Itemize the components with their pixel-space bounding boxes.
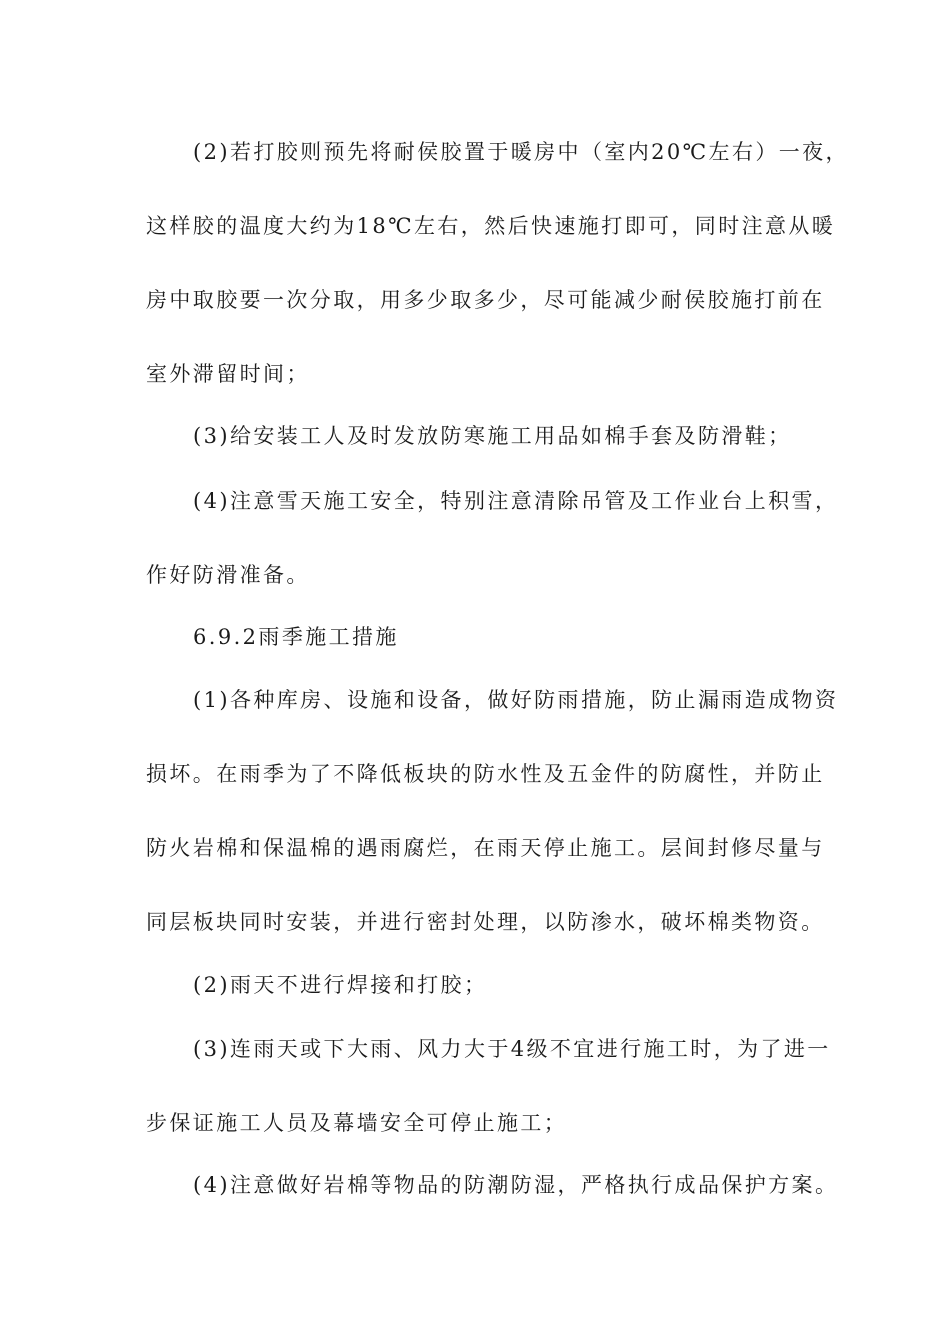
- paragraph-rain-4: (4)注意做好岩棉等物品的防潮防湿，严格执行成品保护方案。: [193, 1173, 839, 1197]
- paragraph-rain-1-line-4: 同层板块同时安装，并进行密封处理，以防渗水，破坏棉类物资。: [146, 910, 825, 934]
- paragraph-winter-2-line-1: (2)若打胶则预先将耐侯胶置于暖房中（室内20℃左右）一夜，: [193, 140, 849, 164]
- paragraph-winter-3: (3)给安装工人及时发放防寒施工用品如棉手套及防滑鞋；: [193, 424, 792, 448]
- paragraph-winter-4-line-1: (4)注意雪天施工安全，特别注意清除吊管及工作业台上积雪，: [193, 489, 839, 513]
- paragraph-rain-3-line-1: (3)连雨天或下大雨、风力大于4级不宜进行施工时，为了进一: [193, 1037, 831, 1061]
- paragraph-rain-1-line-2: 损坏。在雨季为了不降低板块的防水性及五金件的防腐性，并防止: [146, 762, 825, 786]
- paragraph-rain-2: (2)雨天不进行焊接和打胶；: [193, 973, 488, 997]
- paragraph-rain-1-line-3: 防火岩棉和保温棉的遇雨腐烂，在雨天停止施工。层间封修尽量与: [146, 836, 825, 860]
- section-heading-6-9-2: 6.9.2雨季施工措施: [193, 625, 399, 649]
- paragraph-winter-2-line-3: 房中取胶要一次分取，用多少取多少，尽可能减少耐侯胶施打前在: [146, 288, 825, 312]
- paragraph-winter-2-line-4: 室外滞留时间；: [146, 362, 310, 386]
- paragraph-winter-2-line-2: 这样胶的温度大约为18℃左右，然后快速施打即可，同时注意从暖: [146, 214, 836, 238]
- paragraph-winter-4-line-2: 作好防滑准备。: [146, 563, 310, 587]
- paragraph-rain-3-line-2: 步保证施工人员及幕墙安全可停止施工；: [146, 1111, 568, 1135]
- paragraph-rain-1-line-1: (1)各种库房、设施和设备，做好防雨措施，防止漏雨造成物资: [193, 688, 839, 712]
